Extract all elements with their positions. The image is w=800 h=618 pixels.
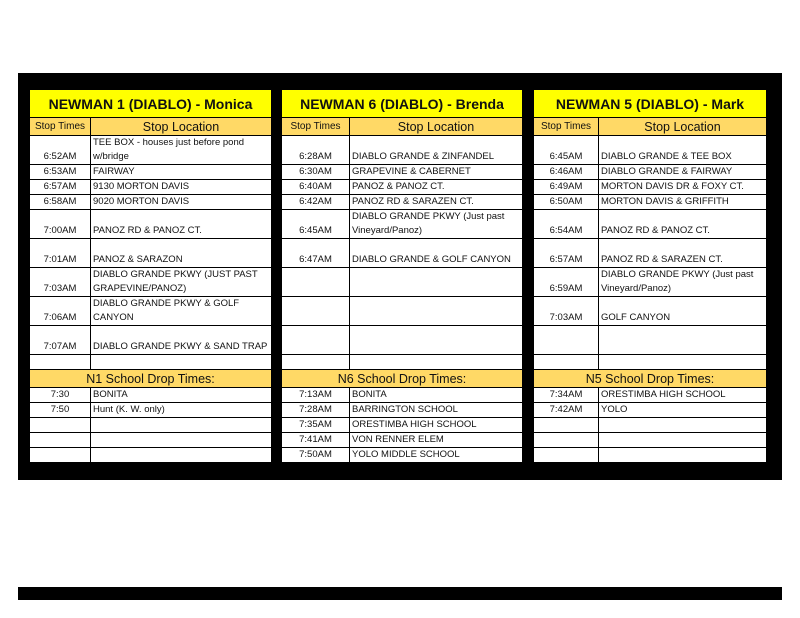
stop-time: 7:07AM xyxy=(30,326,91,355)
stop-time: 7:03AM xyxy=(534,297,599,326)
school-row xyxy=(534,448,767,463)
column-header-stop-location: Stop Location xyxy=(599,118,767,136)
stop-location: PANOZ RD & SARAZEN CT. xyxy=(599,239,767,268)
title-row xyxy=(30,90,272,118)
stop-time: 6:50AM xyxy=(534,195,599,210)
column-header-stop-times: Stop Times xyxy=(534,118,599,136)
stop-time: 7:06AM xyxy=(30,297,91,326)
stop-row xyxy=(534,136,767,165)
stop-row xyxy=(534,180,767,195)
school-drop-time: 7:50 xyxy=(30,403,91,418)
stop-location xyxy=(350,268,523,297)
school-row xyxy=(30,403,272,418)
stop-row xyxy=(534,210,767,239)
stop-time: 6:30AM xyxy=(282,165,350,180)
stop-row xyxy=(534,297,767,326)
stop-row xyxy=(282,210,523,239)
school-drop-time: 7:35AM xyxy=(282,418,350,433)
stop-row xyxy=(30,180,272,195)
column-header-stop-location: Stop Location xyxy=(350,118,523,136)
stop-location xyxy=(599,326,767,355)
stop-row xyxy=(534,195,767,210)
school-name xyxy=(91,433,272,448)
route-title: NEWMAN 1 (DIABLO) - Monica xyxy=(30,90,272,118)
stop-row xyxy=(534,239,767,268)
stop-location: DIABLO GRANDE & TEE BOX xyxy=(599,136,767,165)
route-table-newman-5 xyxy=(533,89,767,463)
stop-location: DIABLO GRANDE & FAIRWAY xyxy=(599,165,767,180)
school-drop-header: N6 School Drop Times: xyxy=(282,370,523,388)
stop-row xyxy=(30,136,272,165)
route-table xyxy=(281,89,523,463)
stop-time: 6:40AM xyxy=(282,180,350,195)
stop-time: 6:45AM xyxy=(282,210,350,239)
stop-time: 7:00AM xyxy=(30,210,91,239)
stop-time xyxy=(282,355,350,370)
stop-location: FAIRWAY xyxy=(91,165,272,180)
stop-time: 6:28AM xyxy=(282,136,350,165)
school-drop-time xyxy=(534,418,599,433)
school-drop-time: 7:41AM xyxy=(282,433,350,448)
stop-location: PANOZ RD & PANOZ CT. xyxy=(91,210,272,239)
school-row xyxy=(282,448,523,463)
stop-location: DIABLO GRANDE & ZINFANDEL xyxy=(350,136,523,165)
stop-time xyxy=(534,355,599,370)
school-name: BARRINGTON SCHOOL xyxy=(350,403,523,418)
school-drop-time xyxy=(30,433,91,448)
stop-row xyxy=(282,355,523,370)
stop-time xyxy=(282,268,350,297)
school-name: Hunt (K. W. only) xyxy=(91,403,272,418)
school-name: YOLO xyxy=(599,403,767,418)
school-name xyxy=(91,418,272,433)
stop-time: 6:53AM xyxy=(30,165,91,180)
stop-row xyxy=(534,355,767,370)
school-name xyxy=(599,418,767,433)
stop-time: 6:47AM xyxy=(282,239,350,268)
stop-location: PANOZ & SARAZON xyxy=(91,239,272,268)
school-drop-header: N1 School Drop Times: xyxy=(30,370,272,388)
school-header-row xyxy=(282,370,523,388)
stop-time xyxy=(534,326,599,355)
school-row xyxy=(534,418,767,433)
school-drop-time: 7:13AM xyxy=(282,388,350,403)
column-header-row xyxy=(534,118,767,136)
stop-time: 7:03AM xyxy=(30,268,91,297)
school-name: BONITA xyxy=(350,388,523,403)
stop-location: PANOZ RD & SARAZEN CT. xyxy=(350,195,523,210)
stop-row xyxy=(534,268,767,297)
school-drop-time: 7:34AM xyxy=(534,388,599,403)
school-name xyxy=(599,448,767,463)
school-drop-time xyxy=(534,448,599,463)
column-header-row xyxy=(30,118,272,136)
school-name: VON RENNER ELEM xyxy=(350,433,523,448)
school-row xyxy=(534,403,767,418)
school-row xyxy=(30,388,272,403)
stop-location: TEE BOX - houses just before pond w/bridge xyxy=(91,136,272,165)
stop-location: DIABLO GRANDE PKWY (JUST PAST GRAPEVINE/PANOZ) xyxy=(91,268,272,297)
school-name: ORESTIMBA HIGH SCHOOL xyxy=(599,388,767,403)
school-row xyxy=(30,418,272,433)
stop-row xyxy=(282,136,523,165)
stop-location: DIABLO GRANDE & GOLF CANYON xyxy=(350,239,523,268)
stop-time: 6:54AM xyxy=(534,210,599,239)
school-name: BONITA xyxy=(91,388,272,403)
stop-location: DIABLO GRANDE PKWY (Just past Vineyard/Panoz) xyxy=(599,268,767,297)
school-row xyxy=(534,388,767,403)
stop-row xyxy=(30,355,272,370)
stop-location: DIABLO GRANDE PKWY & SAND TRAP xyxy=(91,326,272,355)
stop-row xyxy=(30,239,272,268)
school-drop-time xyxy=(534,433,599,448)
stop-location xyxy=(350,326,523,355)
stop-time: 6:46AM xyxy=(534,165,599,180)
stop-location xyxy=(91,355,272,370)
school-name xyxy=(91,448,272,463)
stop-location xyxy=(350,297,523,326)
stop-time: 6:59AM xyxy=(534,268,599,297)
school-row xyxy=(282,433,523,448)
stop-row xyxy=(30,297,272,326)
route-table xyxy=(533,89,767,463)
stop-time xyxy=(282,326,350,355)
school-header-row xyxy=(534,370,767,388)
stop-row xyxy=(30,210,272,239)
stop-row xyxy=(30,165,272,180)
stop-row xyxy=(30,326,272,355)
stop-row xyxy=(282,180,523,195)
stop-location: 9130 MORTON DAVIS xyxy=(91,180,272,195)
school-header-row xyxy=(30,370,272,388)
stop-time: 6:57AM xyxy=(534,239,599,268)
school-name: ORESTIMBA HIGH SCHOOL xyxy=(350,418,523,433)
school-row xyxy=(282,418,523,433)
route-title: NEWMAN 6 (DIABLO) - Brenda xyxy=(282,90,523,118)
stop-location: DIABLO GRANDE PKWY (Just past Vineyard/Panoz) xyxy=(350,210,523,239)
stop-time: 6:52AM xyxy=(30,136,91,165)
stop-row xyxy=(30,195,272,210)
route-table-newman-6 xyxy=(281,89,523,463)
route-table-newman-1 xyxy=(29,89,272,463)
stop-time: 6:45AM xyxy=(534,136,599,165)
stop-time xyxy=(30,355,91,370)
stop-row xyxy=(282,297,523,326)
column-header-stop-times: Stop Times xyxy=(30,118,91,136)
stop-location: MORTON DAVIS & GRIFFITH xyxy=(599,195,767,210)
school-drop-time: 7:50AM xyxy=(282,448,350,463)
route-title: NEWMAN 5 (DIABLO) - Mark xyxy=(534,90,767,118)
school-drop-header: N5 School Drop Times: xyxy=(534,370,767,388)
stop-row xyxy=(282,268,523,297)
stop-time: 6:57AM xyxy=(30,180,91,195)
stop-row xyxy=(282,195,523,210)
school-row xyxy=(30,448,272,463)
school-row xyxy=(282,388,523,403)
stop-time xyxy=(282,297,350,326)
column-header-stop-times: Stop Times xyxy=(282,118,350,136)
school-drop-time xyxy=(30,448,91,463)
stop-location: GRAPEVINE & CABERNET xyxy=(350,165,523,180)
stop-location: PANOZ RD & PANOZ CT. xyxy=(599,210,767,239)
title-row xyxy=(282,90,523,118)
stop-location: MORTON DAVIS DR & FOXY CT. xyxy=(599,180,767,195)
stop-location: GOLF CANYON xyxy=(599,297,767,326)
stop-time: 7:01AM xyxy=(30,239,91,268)
stop-row xyxy=(282,326,523,355)
column-header-stop-location: Stop Location xyxy=(91,118,272,136)
school-row xyxy=(534,433,767,448)
stop-location: 9020 MORTON DAVIS xyxy=(91,195,272,210)
stop-location xyxy=(350,355,523,370)
school-drop-time: 7:30 xyxy=(30,388,91,403)
school-drop-time: 7:28AM xyxy=(282,403,350,418)
stop-time: 6:42AM xyxy=(282,195,350,210)
title-row xyxy=(534,90,767,118)
stop-time: 6:58AM xyxy=(30,195,91,210)
stop-row xyxy=(30,268,272,297)
school-drop-time: 7:42AM xyxy=(534,403,599,418)
stop-location: PANOZ & PANOZ CT. xyxy=(350,180,523,195)
stop-row xyxy=(534,165,767,180)
route-table xyxy=(29,89,272,463)
stop-location: DIABLO GRANDE PKWY & GOLF CANYON xyxy=(91,297,272,326)
school-name xyxy=(599,433,767,448)
stop-time: 6:49AM xyxy=(534,180,599,195)
stop-row xyxy=(282,239,523,268)
school-row xyxy=(282,403,523,418)
stop-row xyxy=(282,165,523,180)
school-name: YOLO MIDDLE SCHOOL xyxy=(350,448,523,463)
stop-row xyxy=(534,326,767,355)
column-header-row xyxy=(282,118,523,136)
school-row xyxy=(30,433,272,448)
bottom-bar xyxy=(18,587,782,600)
stop-location xyxy=(599,355,767,370)
school-drop-time xyxy=(30,418,91,433)
